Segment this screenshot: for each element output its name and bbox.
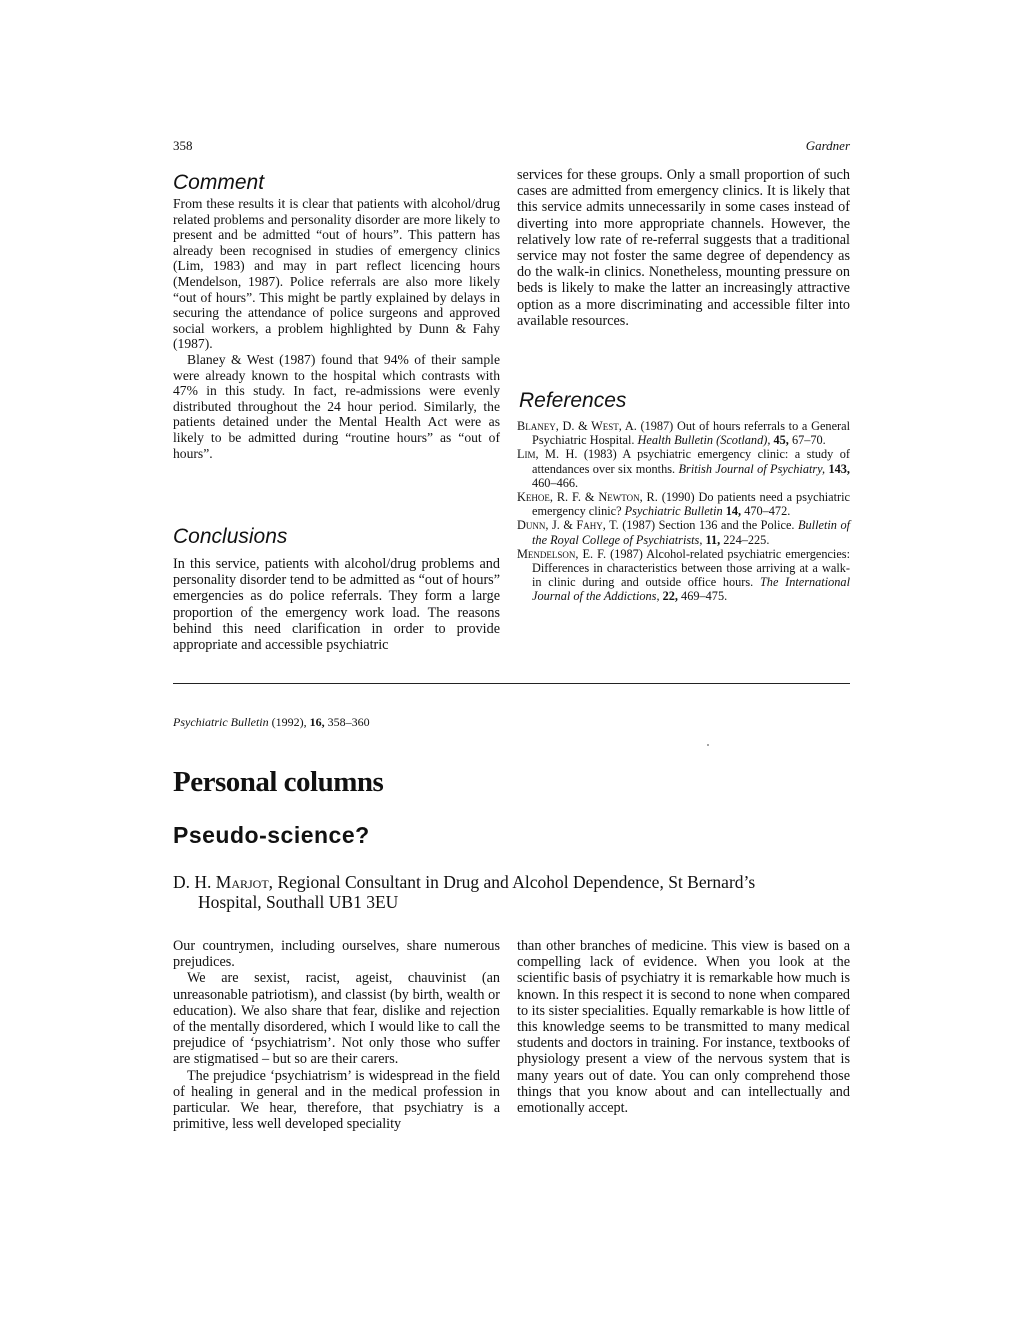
author-affiliation-line2: Hospital, Southall UB1 3EU xyxy=(198,892,399,912)
reference-list xyxy=(517,419,850,604)
reference-authors: Mendelson, E. F. xyxy=(517,546,607,561)
reference-journal: Bulletin of the Royal College of Psychiatrists, xyxy=(532,518,851,547)
reference-text: (1987) Section 136 and the Police. xyxy=(622,518,795,533)
reference-authors: Kehoe, R. F. & Newton, R. xyxy=(517,490,658,505)
reference-pages: 224–225. xyxy=(723,532,770,547)
author-name: D. H. Marjot, xyxy=(173,872,274,892)
reference-text: (1990) Do patients need a psychiatric emergency clinic? xyxy=(532,490,850,519)
page-number: 358 xyxy=(173,138,193,153)
references-heading: References xyxy=(519,389,627,412)
article-title: Pseudo-science? xyxy=(173,822,370,848)
conclusions-body xyxy=(173,556,500,653)
citation-pages: 358–360 xyxy=(327,715,370,729)
reference-pages: 469–475. xyxy=(681,589,728,604)
comment-paragraph-1: From these results it is clear that patients with alcohol/drug related problems and personality disorder are more likely to present and be admitted “out of hours”. This pattern has already been recognised in studies of emergency clinics (Lim, 1983) and may in part reflect licencing hours (Mendelson, 1987). Police referrals are also more likely “out of hours”. This might be partly explained by delays in securing the attendance of police surgeons and approved social workers, a problem highlighted by Dunn & Fahy (1987). xyxy=(173,196,500,352)
reference-item xyxy=(517,447,850,490)
reference-volume: 11, xyxy=(705,532,721,547)
section-divider xyxy=(173,683,850,684)
comment-paragraph-2: Blaney & West (1987) found that 94% of their sample were already known to the hospital which contrasts with 47% in this study. In fact, re-admissions were evenly distributed throughout the 24 hour period. Similarly, the patients detained under the Mental Health Act were as likely to be admitted during “routine hours” as “out of hours”. xyxy=(173,351,500,461)
reference-journal: The International Journal of the Addictions, xyxy=(532,575,851,604)
right-column-paragraph: services for these groups. Only a small proportion of such cases are admitted from emergency clinics. It is likely that this service admits unnecessarily in some cases instead of diverting into more appropriate channels. However, the relatively low rate of re-referral suggests that a traditional service may not foster the same degree of dependency as do the walk-in clinics. Nonetheless, mounting pressure on beds is likely to make the latter an increasingly attractive option as a more discriminating and accessible filter into available resources. xyxy=(517,167,850,329)
article-paragraph-1: Our countrymen, including ourselves, share numerous prejudices. xyxy=(173,938,500,971)
right-column-body xyxy=(517,167,850,329)
reference-item xyxy=(517,419,850,447)
running-head: Gardner xyxy=(805,138,850,153)
conclusions-heading: Conclusions xyxy=(173,525,288,548)
reference-volume: 45, xyxy=(773,433,789,448)
conclusions-paragraph: In this service, patients with alcohol/drug problems and personality disorder tend to be admitted as “out of hours” emergencies as do police referrals. They form a large proportion of the emergency work load. The reasons behind this need clarification in order to provide appropriate and accessible psychiatric xyxy=(173,556,500,654)
reference-pages: 460–466. xyxy=(532,475,579,490)
citation-year: (1992), xyxy=(271,715,307,729)
article-citation xyxy=(173,715,370,730)
author-byline xyxy=(173,872,863,912)
comment-heading: Comment xyxy=(173,171,265,194)
citation-volume: 16, xyxy=(309,715,325,729)
comment-body xyxy=(173,196,500,461)
author-affiliation-line1: Regional Consultant in Drug and Alcohol Dependence, St Bernard’s xyxy=(277,872,756,892)
reference-text: (1987) Out of hours referrals to a General Psychiatric Hospital. xyxy=(532,419,850,448)
reference-authors: Lim, M. H. xyxy=(517,447,578,462)
reference-item xyxy=(517,547,850,604)
article-paragraph-2: We are sexist, racist, ageist, chauvinist (an unreasonable patriotism), and classist (by birth, wealth or education). We also share that fear, dislike and rejection of the mentally disordered, which I would like to call the prejudice of ‘psychiatrism’. Not only those who suffer are stigmatised – but so are their carers. xyxy=(173,970,500,1068)
reference-volume: 22, xyxy=(662,589,678,604)
reference-journal: Health Bulletin (Scotland), xyxy=(637,433,771,448)
print-speck xyxy=(707,744,709,746)
reference-text: (1983) A psychiatric emergency clinic: a study of attendances over six months. xyxy=(532,447,851,476)
reference-journal: Psychiatric Bulletin xyxy=(624,504,723,519)
article-paragraph-4: than other branches of medicine. This view is based on a compelling lack of evidence. When you look at the scientific basis of psychiatry it is remarkable how much is known. In this respect it is second to none when compared to its sister specialities. Equally remarkable is how little of this knowledge seems to be transmitted to many medical students and doctors in training. For instance, textbooks of physiology present a view of the nervous system that is many years out of date. You can only comprehend those things that you know about and can intellectually and emotionally accept. xyxy=(517,938,850,1117)
reference-volume: 14, xyxy=(725,504,742,519)
reference-item xyxy=(517,518,850,546)
reference-journal: British Journal of Psychiatry, xyxy=(678,461,826,476)
reference-pages: 470–472. xyxy=(744,504,791,519)
reference-text: (1987) Alcohol-related psychiatric emergencies: Differences in characteristics between those arriving at a walk-in clinic during and outside office hours. xyxy=(532,546,851,590)
article-paragraph-3: The prejudice ‘psychiatrism’ is widespread in the field of healing in general and in the medical profession in particular. We hear, therefore, that psychiatry is a primitive, less well developed speciality xyxy=(173,1067,500,1133)
citation-journal: Psychiatric Bulletin xyxy=(173,715,269,729)
article-right-column xyxy=(517,938,850,1116)
reference-volume: 143, xyxy=(828,461,850,476)
reference-item xyxy=(517,490,850,518)
reference-authors: Dunn, J. & Fahy, T. xyxy=(517,518,619,533)
section-title: Personal columns xyxy=(173,766,384,798)
article-left-column xyxy=(173,938,500,1132)
reference-pages: 67–70. xyxy=(791,433,826,448)
reference-authors: Blaney, D. & West, A. xyxy=(517,419,637,433)
